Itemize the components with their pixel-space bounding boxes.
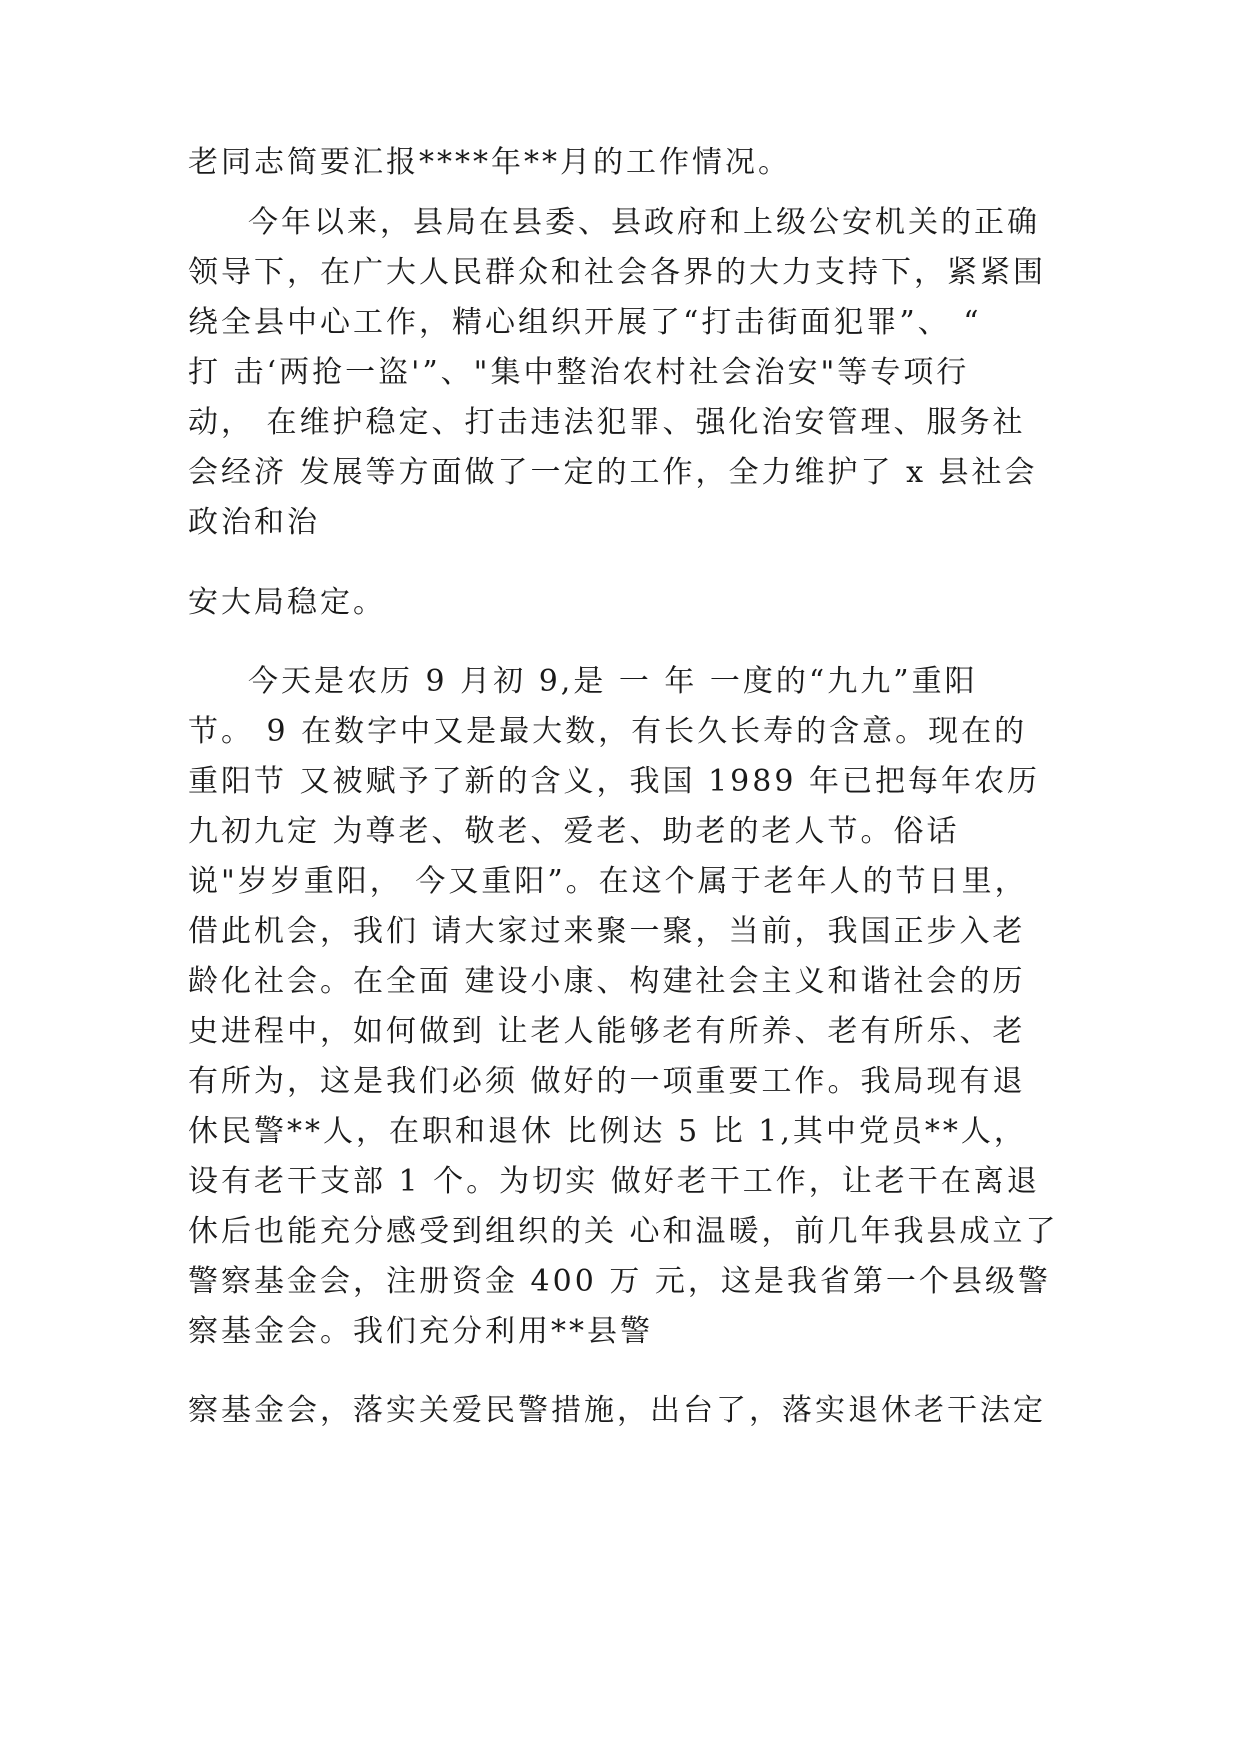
text-line: 会经济 发展等方面做了一定的工作，全力维护了 x 县社会 — [188, 455, 1038, 490]
text-line: 说"岁岁重阳， 今又重阳”。在这个属于老年人的节日里， — [188, 864, 1028, 899]
text-line: 老同志简要汇报****年**月的工作情况。 — [188, 145, 791, 180]
paragraph-first-line: 今天是农历 9 月初 9,是 一 年 一度的“九九”重阳 — [248, 664, 978, 699]
text-line: 安大局稳定。 — [188, 585, 386, 620]
text-line: 有所为，这是我们必须 做好的一项重要工作。我局现有退 — [188, 1064, 1026, 1099]
text-line: 察基金会。我们充分利用**县警 — [188, 1314, 653, 1349]
text-line: 察基金会，落实关爱民警措施，出台了，落实退休老干法定 — [188, 1393, 1046, 1428]
text-line: 打 击‘两抢一盗'”、"集中整治农村社会治安"等专项行 — [188, 355, 970, 390]
paragraph-first-line: 今年以来，县局在县委、县政府和上级公安机关的正确 — [248, 205, 1040, 240]
text-line: 动， 在维护稳定、打击违法犯罪、强化治安管理、服务社 — [188, 405, 1026, 440]
text-line: 警察基金会，注册资金 400 万 元，这是我省第一个县级警 — [188, 1264, 1051, 1299]
text-line: 借此机会，我们 请大家过来聚一聚，当前，我国正步入老 — [188, 914, 1026, 949]
text-line: 龄化社会。在全面 建设小康、构建社会主义和谐社会的历 — [188, 964, 1026, 999]
text-line: 重阳节 又被赋予了新的含义，我国 1989 年已把每年农历 — [188, 764, 1040, 799]
text-line: 休后也能充分感受到组织的关 心和温暖，前几年我县成立了 — [188, 1214, 1059, 1249]
text-line: 史进程中，如何做到 让老人能够老有所养、老有所乐、老 — [188, 1014, 1026, 1049]
text-line: 政治和治 — [188, 505, 320, 540]
text-line: 休民警**人，在职和退休 比例达 5 比 1,其中党员**人， — [188, 1114, 1027, 1149]
text-line: 领导下，在广大人民群众和社会各界的大力支持下，紧紧围 — [188, 255, 1046, 290]
text-line: 设有老干支部 1 个。为切实 做好老干工作，让老干在离退 — [188, 1164, 1040, 1199]
text-line: 九初九定 为尊老、敬老、爱老、助老的老人节。俗话 — [188, 814, 960, 849]
text-line: 节。 9 在数字中又是最大数，有长久长寿的含意。现在的 — [188, 714, 1028, 749]
text-line: 绕全县中心工作，精心组织开展了“打击街面犯罪”、 “ — [188, 305, 982, 340]
